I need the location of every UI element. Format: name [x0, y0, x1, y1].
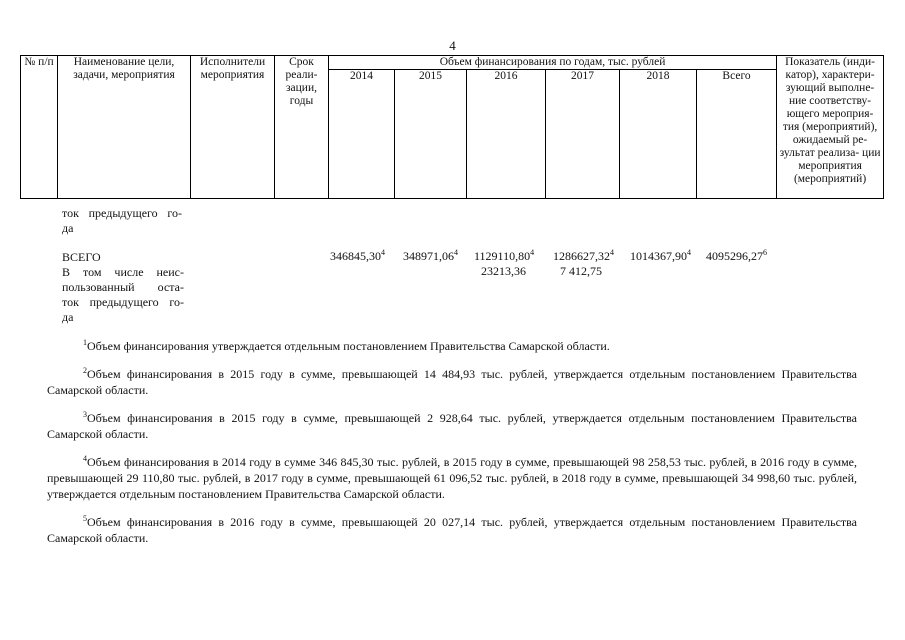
header-year: 2017: [546, 70, 620, 199]
footnote: $^2$Объем финансирования в 2015 году в сумме, превышающей 14 484,93 тыс. рублей, утверждается отдельным постановлением Правительства Самарской области.: [47, 366, 857, 397]
total-label: ВСЕГО: [62, 250, 101, 264]
footnote: $^3$Объем финансирования в 2015 году в сумме, превышающей 2 928,64 тыс. рублей, утверждается отдельным постановлением Правительства Самарской области.: [47, 410, 857, 441]
continuation-line: ток предыдущего го-: [62, 206, 182, 220]
total-2018: 1014367,90$^4$: [630, 248, 691, 263]
header-term: Срок реали- зации, годы: [275, 56, 329, 199]
header-num: № п/п: [21, 56, 58, 199]
including-2017: 7 412,75: [560, 264, 602, 278]
footnote: $^5$Объем финансирования в 2016 году в сумме, превышающей 20 027,14 тыс. рублей, утверждается отдельным постановлением Правительства Самарской области.: [47, 514, 857, 545]
header-table: [20, 55, 884, 199]
header-year: 2015: [395, 70, 467, 199]
footnote: $^1$Объем финансирования утверждается отдельным постановлением Правительства Самарской области.: [83, 338, 610, 353]
header-name: Наименование цели, задачи, мероприятия: [58, 56, 191, 199]
including-2016: 23213,36: [481, 264, 526, 278]
header-funding: Объем финансирования по годам, тыс. рублей: [329, 56, 777, 70]
continuation-text: [62, 206, 182, 236]
total-2016: 1129110,80$^4$: [474, 248, 535, 263]
including-line: ток предыдущего го-: [62, 295, 184, 309]
header-year: 2016: [467, 70, 546, 199]
header-executors: Исполнители мероприятия: [191, 56, 275, 199]
header-year: 2018: [620, 70, 697, 199]
including-line: В том числе неис-: [62, 265, 184, 279]
total-2014: 346845,30$^4$: [330, 248, 385, 263]
total-2015: 348971,06$^4$: [403, 248, 458, 263]
including-line: да: [62, 310, 74, 324]
header-year: 2014: [329, 70, 395, 199]
including-label: [62, 265, 184, 325]
footnote: $^4$Объем финансирования в 2014 году в сумме 346 845,30 тыс. рублей, в 2015 году в сумме, превышающей 98 258,53 тыс. рублей, в 2016 году в сумме, превышающей 29 110,80 тыс. рублей, в 2017 году в сумме, превышающей 61 096,52 тыс. рублей, в 2018 году в сумме, превышающей 34 998,60 тыс. рублей, утверждается отдельным постановлением Правительства Самарской области.: [47, 454, 857, 501]
including-line: пользованный оста-: [62, 280, 184, 294]
total-all: 4095296,27$^6$: [706, 248, 767, 263]
header-year-total: Всего: [697, 70, 777, 199]
total-2017: 1286627,32$^4$: [553, 248, 614, 263]
header-indicator: Показатель (инди- катор), характери- зующий выполне- ние соответству- ющего мероприя- тия (мероприятий), ожидаемый ре- зультат реализа- ции мероприятия (мероприятий): [777, 56, 884, 199]
page-number: 4: [449, 38, 456, 53]
continuation-line: да: [62, 221, 74, 235]
